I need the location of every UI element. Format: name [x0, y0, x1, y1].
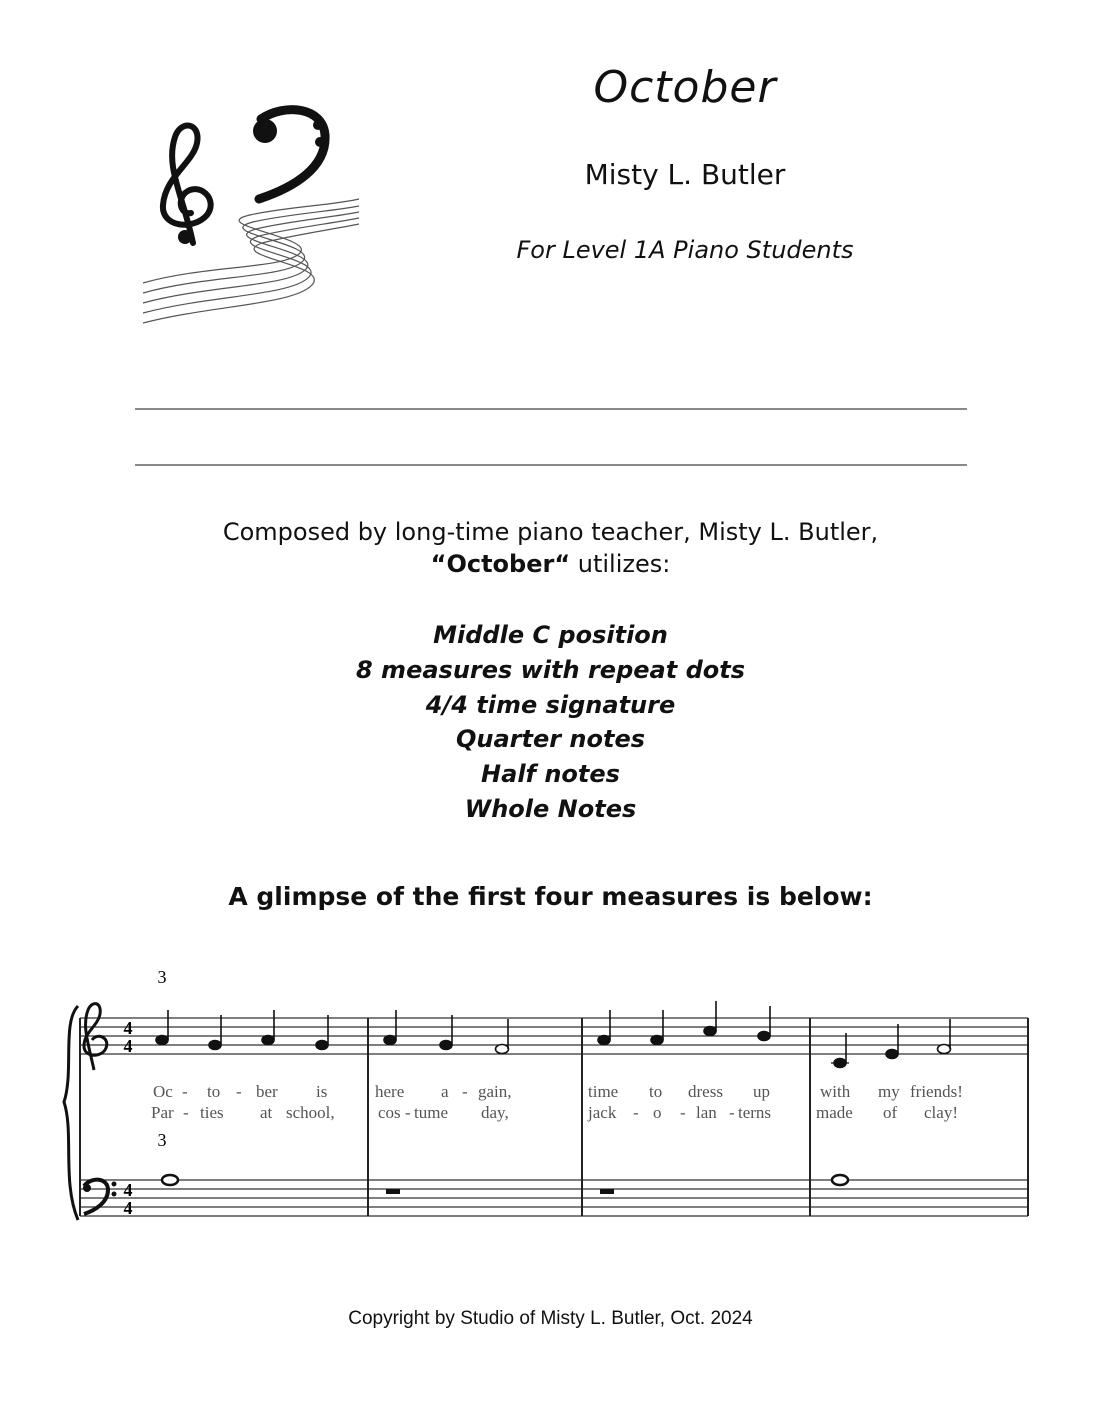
lyric: o — [653, 1103, 662, 1122]
treble-time-top: 4 — [123, 1018, 133, 1038]
lyric: - — [236, 1082, 242, 1101]
note — [209, 1041, 221, 1050]
lyric: clay! — [924, 1103, 958, 1122]
half-note — [938, 1045, 951, 1054]
treble-clef-icon — [163, 126, 211, 244]
intro-paragraph — [100, 516, 1001, 580]
bass-notes — [162, 1175, 848, 1194]
lyric: day, — [481, 1103, 509, 1122]
lyric: - — [183, 1103, 189, 1122]
lyric: school, — [286, 1103, 335, 1122]
half-note — [496, 1045, 509, 1054]
note — [651, 1036, 663, 1045]
intro-line-1: Composed by long-time piano teacher, Misty L. Butler, — [222, 518, 879, 546]
feature-item: 8 measures with repeat dots — [356, 655, 745, 684]
bass-finger-number: 3 — [157, 1130, 167, 1150]
intro-line-2 — [100, 548, 1001, 580]
lyric: - — [462, 1082, 468, 1101]
whole-note — [832, 1175, 848, 1185]
note — [316, 1041, 328, 1050]
lyric: to — [207, 1082, 221, 1101]
lyric: lan — [696, 1103, 717, 1122]
clefs-logo — [135, 95, 370, 340]
lyric: a — [441, 1082, 449, 1101]
lyrics-verse-2 — [151, 1103, 958, 1122]
lyric: is — [316, 1082, 328, 1101]
feature-item: Quarter notes — [455, 725, 646, 754]
copyright-notice: Copyright by Studio of Misty L. Butler, Oct. 2024 — [348, 1308, 753, 1329]
lyric: terns — [738, 1103, 772, 1122]
bass-staff — [80, 1180, 1028, 1216]
lyric: dress — [688, 1082, 723, 1101]
lyric: cos — [378, 1103, 401, 1122]
bass-clef-icon — [83, 1180, 117, 1214]
lyric: of — [883, 1103, 898, 1122]
lyric: - — [405, 1103, 411, 1122]
bass-time-bottom: 4 — [123, 1198, 133, 1218]
note — [704, 1027, 716, 1036]
lyric: tume — [414, 1103, 448, 1122]
treble-clef-icon — [84, 1004, 107, 1070]
treble-staff — [80, 1018, 1028, 1054]
lyric: - — [182, 1082, 188, 1101]
whole-rest — [386, 1189, 400, 1194]
lyric: my — [878, 1082, 900, 1101]
lyric: made — [816, 1103, 853, 1122]
level-subtitle: For Level 1A Piano Students — [516, 236, 854, 264]
lyric: - — [729, 1103, 735, 1122]
lyric: Par — [151, 1103, 174, 1122]
whole-note — [162, 1175, 178, 1185]
note — [886, 1050, 898, 1059]
lyric: up — [753, 1082, 770, 1101]
feature-item: Whole Notes — [464, 794, 637, 823]
lyric: time — [588, 1082, 619, 1101]
intro-line-2-rest: utilizes: — [570, 550, 671, 578]
note — [758, 1032, 770, 1041]
note — [598, 1036, 610, 1045]
treble-time-bottom: 4 — [123, 1036, 133, 1056]
divider-top — [135, 408, 967, 410]
note — [156, 1036, 168, 1045]
lyric: Oc — [153, 1082, 173, 1101]
lyric: gain, — [478, 1082, 512, 1101]
lyric: - — [633, 1103, 639, 1122]
lyric: jack — [588, 1103, 617, 1122]
song-name: “October“ — [430, 550, 571, 578]
features-list — [200, 618, 901, 827]
flowing-staff-icon — [143, 199, 359, 323]
composer-name: Misty L. Butler — [584, 158, 786, 191]
grand-staff-brace — [64, 1006, 78, 1220]
bass-time-top: 4 — [123, 1180, 133, 1200]
glimpse-caption: A glimpse of the first four measures is below: — [228, 882, 873, 911]
lyric: - — [680, 1103, 686, 1122]
note — [262, 1036, 274, 1045]
lyric: ties — [200, 1103, 224, 1122]
lyric: here — [375, 1082, 405, 1101]
note — [440, 1041, 452, 1050]
feature-item: Middle C position — [433, 621, 668, 649]
treble-finger-number: 3 — [157, 967, 167, 987]
lyric: to — [649, 1082, 663, 1101]
note — [384, 1036, 396, 1045]
feature-item: Half notes — [481, 760, 620, 789]
whole-rest — [600, 1189, 614, 1194]
lyric: friends! — [910, 1082, 963, 1101]
lyrics-verse-1 — [153, 1082, 963, 1101]
lyric: with — [820, 1082, 851, 1101]
lyric: at — [260, 1103, 273, 1122]
score-excerpt — [60, 962, 1040, 1232]
divider-bottom — [135, 464, 967, 466]
lyric: ber — [256, 1082, 278, 1101]
treble-notes — [156, 1001, 951, 1068]
bass-clef-icon — [253, 110, 325, 199]
page-title: October — [593, 62, 777, 113]
feature-item: 4/4 time signature — [425, 690, 676, 719]
